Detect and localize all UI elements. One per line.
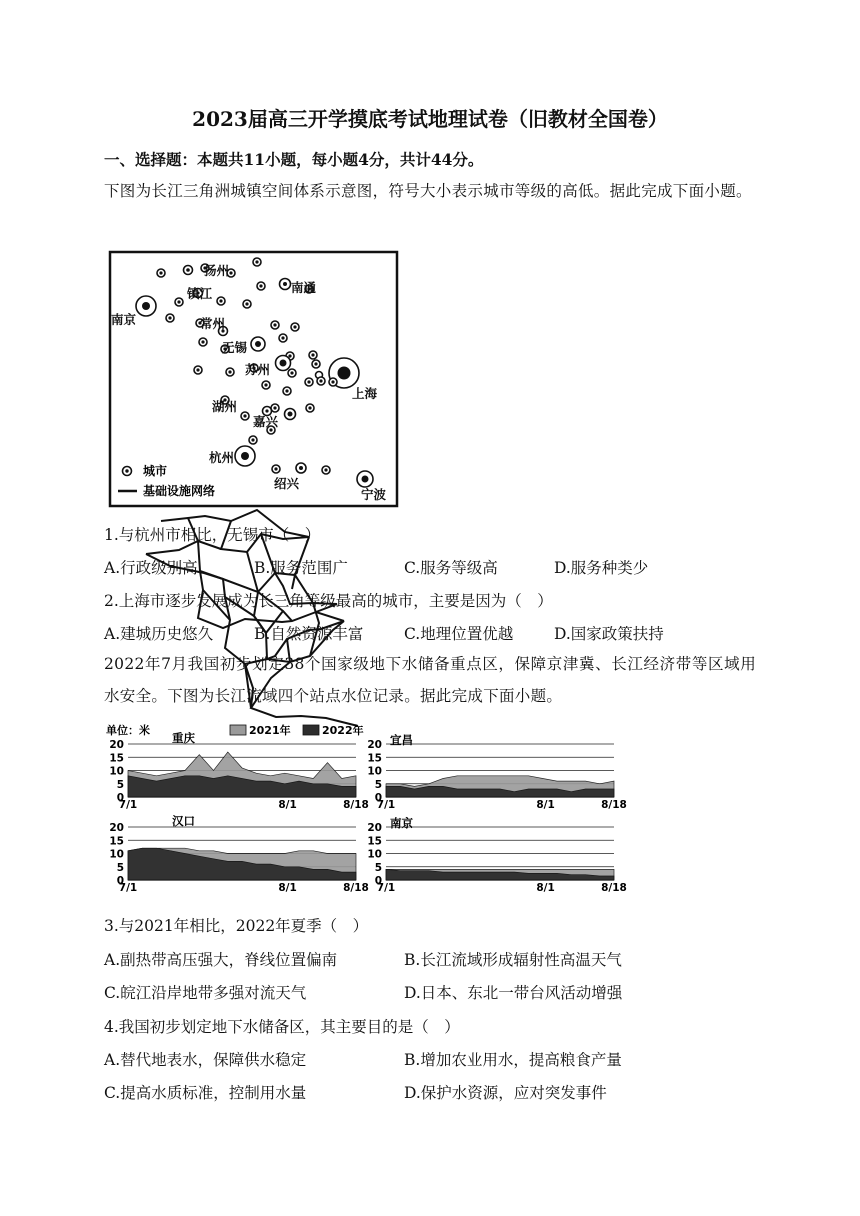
legend-network: 基础设施网络 [143, 484, 216, 498]
q2-option-c[interactable]: C.地理位置优越 [404, 625, 514, 643]
label-jiaxing: 嘉兴 [253, 414, 279, 429]
page-title: 2023届高三开学摸底考试地理试卷（旧教材全国卷） [192, 107, 668, 131]
y-tick-label: 20 [367, 739, 382, 751]
y-tick-label: 15 [367, 752, 382, 765]
label-nanjing: 南京 [111, 312, 137, 327]
legend-swatch-2021 [230, 725, 246, 735]
x-tick-label: 7/1 [118, 799, 138, 811]
y-tick-label: 15 [367, 835, 382, 848]
yangtze-delta-map [104, 248, 404, 510]
y-tick-label: 20 [367, 822, 382, 834]
panel-title: 宜昌 [390, 733, 413, 747]
y-tick-label: 0 [116, 792, 124, 804]
q4-option-b[interactable]: B.增加农业用水，提高粮食产量 [404, 1051, 622, 1069]
label-zhenjiang: 镇江 [187, 286, 213, 301]
y-tick-label: 0 [374, 792, 382, 804]
x-tick-label: 8/18 [343, 882, 369, 894]
y-tick-label: 0 [374, 875, 382, 887]
y-tick-label: 10 [367, 848, 382, 861]
label-huzhou: 湖州 [212, 399, 238, 414]
x-tick-label: 8/1 [278, 799, 297, 811]
legend-city: 城市 [143, 464, 168, 478]
y-tick-label: 20 [109, 822, 124, 834]
legend-2021: 2021年 [249, 724, 291, 737]
x-tick-label: 7/1 [376, 799, 396, 811]
q1-option-a[interactable]: A.行政级别高 [104, 559, 198, 577]
q1-stem: 1.与杭州市相比，无锡市（ ） [104, 526, 321, 544]
label-shanghai: 上海 [352, 386, 378, 401]
q3-option-b[interactable]: B.长江流域形成辐射性高温天气 [404, 951, 622, 969]
q3-option-c[interactable]: C.皖江沿岸地带多强对流天气 [104, 984, 307, 1002]
q1-option-c[interactable]: C.服务等级高 [404, 559, 498, 577]
chart-unit-label: 单位：米 [106, 724, 150, 737]
label-wuxi: 无锡 [222, 340, 248, 355]
legend-2022: 2022年 [322, 724, 364, 737]
x-tick-label: 8/1 [536, 882, 555, 894]
q4-option-c[interactable]: C.提高水质标准，控制用水量 [104, 1084, 307, 1102]
q2-stem: 2.上海市逐步发展成为长三角等级最高的城市，主要是因为（ ） [104, 592, 553, 610]
label-changzhou: 常州 [200, 316, 226, 331]
q1-option-b[interactable]: B.服务范围广 [254, 559, 348, 577]
q2-option-d[interactable]: D.国家政策扶持 [554, 625, 664, 643]
y-tick-label: 10 [367, 765, 382, 778]
x-tick-label: 8/1 [536, 799, 555, 811]
label-suzhou: 苏州 [245, 362, 271, 377]
x-tick-label: 7/1 [376, 882, 396, 894]
x-tick-label: 7/1 [118, 882, 138, 894]
x-tick-label: 8/18 [601, 799, 627, 811]
section-heading: 一、选择题：本题共11小题，每小题4分，共计44分。 [104, 150, 484, 169]
panel-title: 南京 [390, 816, 413, 830]
y-tick-label: 10 [109, 765, 124, 778]
q4-option-d[interactable]: D.保护水资源，应对突发事件 [404, 1084, 607, 1102]
y-tick-label: 5 [116, 778, 124, 791]
y-tick-label: 15 [109, 835, 124, 848]
panel-title: 汉口 [172, 814, 195, 828]
label-shaoxing: 绍兴 [274, 476, 300, 491]
label-nantong: 南通 [291, 280, 317, 295]
y-tick-label: 5 [374, 778, 382, 791]
y-tick-label: 20 [109, 739, 124, 751]
y-tick-label: 0 [116, 875, 124, 887]
q2-option-a[interactable]: A.建城历史悠久 [104, 625, 214, 643]
label-ningbo: 宁波 [361, 487, 387, 502]
x-tick-label: 8/18 [343, 799, 369, 811]
label-yangzhou: 扬州 [204, 263, 230, 278]
q4-stem: 4.我国初步划定地下水储备区，其主要目的是（ ） [104, 1018, 460, 1036]
water-level-chart [104, 720, 627, 896]
q3-stem: 3.与2021年相比，2022年夏季（ ） [104, 917, 369, 935]
q3-option-a[interactable]: A.副热带高压强大，脊线位置偏南 [104, 951, 338, 969]
q3-option-d[interactable]: D.日本、东北一带台风活动增强 [404, 984, 623, 1002]
intro-paragraph-2: 2022年7月我国初步划定38个国家级地下水储备重点区，保障京津冀、长江经济带等区域用水安全。下图为长江流域四个站点水位记录。据此完成下面小题。 [104, 655, 756, 705]
x-tick-label: 8/1 [278, 882, 297, 894]
q4-option-a[interactable]: A.替代地表水，保障供水稳定 [104, 1051, 307, 1069]
y-tick-label: 5 [374, 861, 382, 874]
q2-option-b[interactable]: B.自然资源丰富 [254, 625, 364, 643]
intro-paragraph-1: 下图为长江三角洲城镇空间体系示意图，符号大小表示城市等级的高低。据此完成下面小题。 [104, 182, 752, 200]
y-tick-label: 10 [109, 848, 124, 861]
y-tick-label: 5 [116, 861, 124, 874]
q1-option-d[interactable]: D.服务种类少 [554, 559, 649, 577]
panel-title: 重庆 [172, 731, 195, 745]
x-tick-label: 8/18 [601, 882, 627, 894]
legend-swatch-2022 [303, 725, 319, 735]
y-tick-label: 15 [109, 752, 124, 765]
label-hangzhou: 杭州 [209, 450, 235, 465]
